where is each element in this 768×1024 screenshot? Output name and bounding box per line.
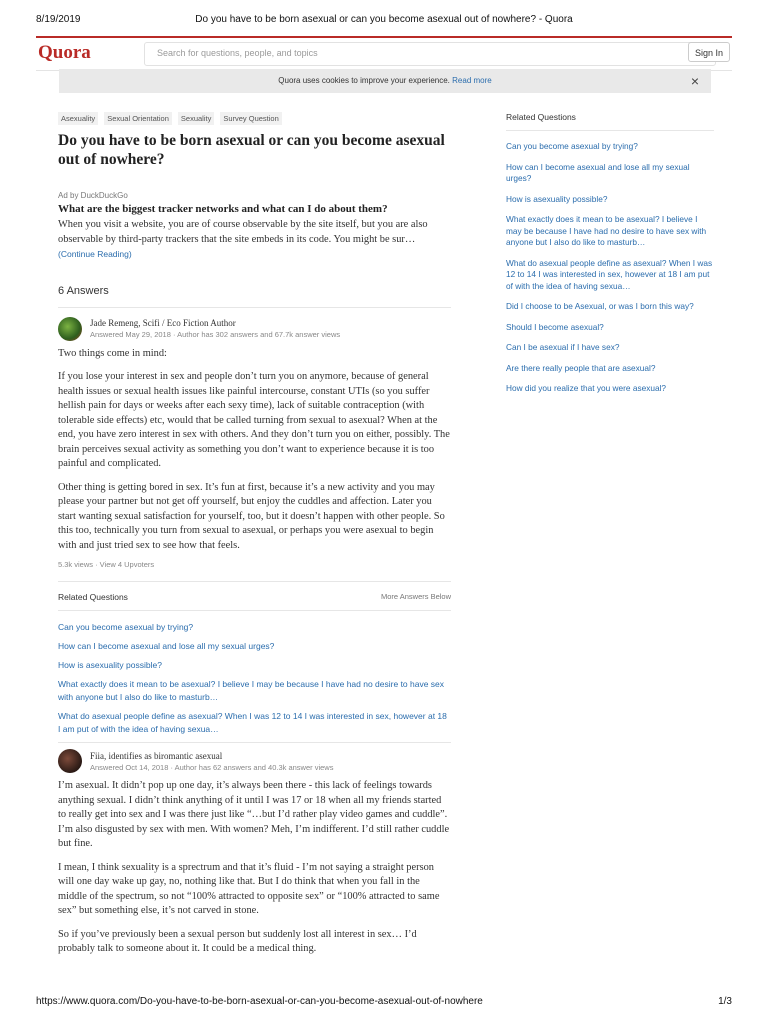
avatar[interactable] — [58, 317, 82, 341]
sidebar-question-link[interactable]: Can you become asexual by trying? — [506, 141, 638, 151]
divider — [58, 742, 451, 743]
read-more-link[interactable]: Read more — [452, 76, 492, 85]
question-title: Do you have to be born asexual or can you become asexual out of nowhere? — [58, 132, 445, 168]
answer-card — [58, 317, 451, 583]
print-page-title: Do you have to be born asexual or can you become asexual out of nowhere? - Quora — [195, 14, 573, 25]
ad-text: When you visit a website, you are of course observable by the site itself, but you are also observable by third-party trackers that the site embeds in its code. You might be sur… (Continue Reading) — [58, 219, 428, 259]
answer-paragraph: So if you’ve previously been a sexual person but suddenly lost all interest in sex… I’d probably talk to someone about it. It could be a medical thing. — [58, 928, 417, 954]
related-question-link[interactable]: How is asexuality possible? — [58, 660, 162, 670]
topic-tag[interactable]: Sexuality — [178, 112, 214, 125]
sidebar-question-link[interactable]: What exactly does it mean to be asexual? I believe I may be because I have had no desire to have sex with anyone but I also do like to masturb… — [506, 214, 707, 247]
quora-logo[interactable]: Quora — [38, 42, 91, 63]
ad-block — [58, 191, 451, 263]
author-name[interactable]: Fiia, identifies as biromantic asexual — [90, 750, 223, 761]
answer-paragraph: Other thing is getting bored in sex. It’s fun at first, because it’s a new activity and you may please your partner but not get off yourself, but enjoy the cuddles and affection. Later you start wanting sexual satisfaction for yourself, too, but it doesn’t happen with other people. So this too, technically you turn from sexual to asexual, or perhaps you were asexual to begin with and just tried sex to see how that feels. — [58, 481, 445, 551]
sidebar-related-questions — [506, 112, 714, 404]
answer-card — [58, 749, 451, 957]
sidebar-question-link[interactable]: Did I choose to be Asexual, or was I born this way? — [506, 301, 694, 311]
related-question-link[interactable]: How can I become asexual and lose all my sexual urges? — [58, 641, 275, 651]
related-question-list — [58, 621, 451, 736]
sign-in-button[interactable]: Sign In — [688, 42, 730, 62]
sidebar-question-link[interactable]: Can I be asexual if I have sex? — [506, 342, 620, 352]
answer-paragraph: Two things come in mind: — [58, 347, 167, 359]
ad-label: Ad by DuckDuckGo — [58, 191, 128, 200]
topic-tag[interactable]: Survey Question — [220, 112, 281, 125]
ad-title[interactable]: What are the biggest tracker networks and what can I do about them? — [58, 203, 388, 215]
print-header — [36, 14, 732, 28]
top-navigation-bar — [36, 36, 732, 71]
close-icon[interactable]: × — [690, 73, 699, 89]
continue-reading-link[interactable]: (Continue Reading) — [58, 249, 132, 259]
print-page-number: 1/3 — [718, 996, 732, 1007]
sidebar-question-link[interactable]: How is asexuality possible? — [506, 193, 608, 204]
topic-list — [58, 112, 451, 125]
search-box — [144, 42, 716, 66]
answer-author — [58, 749, 451, 773]
print-url: https://www.quora.com/Do-you-have-to-be-born-asexual-or-can-you-become-asexual-out-of-nowhere — [36, 996, 483, 1007]
related-question-link[interactable]: What do asexual people define as asexual? When I was 12 to 14 I was interested in sex, however at 18 I am put of with the idea of having sexua… — [58, 711, 447, 734]
answer-meta: Answered May 29, 2018 · Author has 302 answers and 67.7k answer views — [90, 330, 341, 339]
answer-body — [58, 779, 451, 957]
author-name[interactable]: Jade Remeng, Scifi / Eco Fiction Author — [90, 318, 236, 328]
print-footer — [36, 996, 732, 1010]
answers-count: 6 Answers — [58, 285, 451, 308]
sidebar-question-link[interactable]: How can I become asexual and lose all my sexual urges? — [506, 161, 690, 183]
related-questions-heading: Related Questions — [58, 592, 128, 602]
sidebar-question-link[interactable]: Are there really people that are asexual? — [506, 362, 656, 373]
sidebar-question-link[interactable]: How did you realize that you were asexual? — [506, 383, 667, 393]
topic-tag[interactable]: Asexuality — [58, 112, 98, 125]
sidebar-question-link[interactable]: What do asexual people define as asexual? When I was 12 to 14 I was interested in sex, however at 18 I am put of with the idea of having sexua… — [506, 257, 713, 291]
answer-paragraph: I mean, I think sexuality is a sprectrum and that it’s fluid - I’m not saying a straight person will one day wake up gay, no, nothing like that. But I do think that when you fall in the middle of the spectrum, so not “100% attracted to opposite sex” or “100% attracted to same sex” but something else, it’s not carved in stone. — [58, 861, 440, 916]
answer-author — [58, 317, 451, 341]
answer-body — [58, 347, 451, 554]
answer-paragraph: If you lose your interest in sex and people don’t turn you on anymore, because of general health issues or sexual health issues like painful intercourse, constant UTIs (so you suffer hellish pain for days or weeks after each sexy time), lack of suitable contraception (with tolerable side effects) etc, would that be called turning from sexual to asexual? When at the end, you have zero interest in sex with others. And they don’t turn you on either, possibly. The brain perceives sexual activity as something you don’t want to experience because it is too painful and complicated. — [58, 371, 450, 469]
cookie-banner — [59, 69, 711, 93]
avatar[interactable] — [58, 749, 82, 773]
related-questions-header — [58, 592, 451, 611]
answer-meta: Answered Oct 14, 2018 · Author has 62 answers and 40.3k answer views — [90, 762, 334, 772]
topic-tag[interactable]: Sexual Orientation — [104, 112, 172, 125]
more-answers-below: More Answers Below — [380, 592, 451, 601]
print-date: 8/19/2019 — [36, 14, 81, 25]
answer-stats[interactable]: 5.3k views · View 4 Upvoters — [58, 560, 451, 582]
sidebar-heading: Related Questions — [506, 112, 714, 131]
search-input[interactable] — [145, 43, 716, 63]
sidebar-question-link[interactable]: Should I become asexual? — [506, 321, 604, 332]
related-question-link[interactable]: Can you become asexual by trying? — [58, 622, 194, 632]
cookie-text: Quora uses cookies to improve your experience. — [278, 76, 450, 85]
related-question-link[interactable]: What exactly does it mean to be asexual? I believe I may be because I have had no desire to have sex with anyone but I also do like to masturb… — [58, 679, 445, 702]
main-column — [58, 112, 451, 966]
inline-related-questions — [58, 592, 451, 743]
answer-paragraph: I’m asexual. It didn’t pop up one day, it’s always been there - this lack of feelings towards anything sexual. I didn’t think anything of it until I was 17 or 18 when all my friends started to really get into sex and I was there just like “…but I’d rather play video games and cuddle”. I’m also disgusted by sex with men. With women? Meh, I’m indifferent. I’d still rather cuddle but fine. — [58, 780, 450, 849]
